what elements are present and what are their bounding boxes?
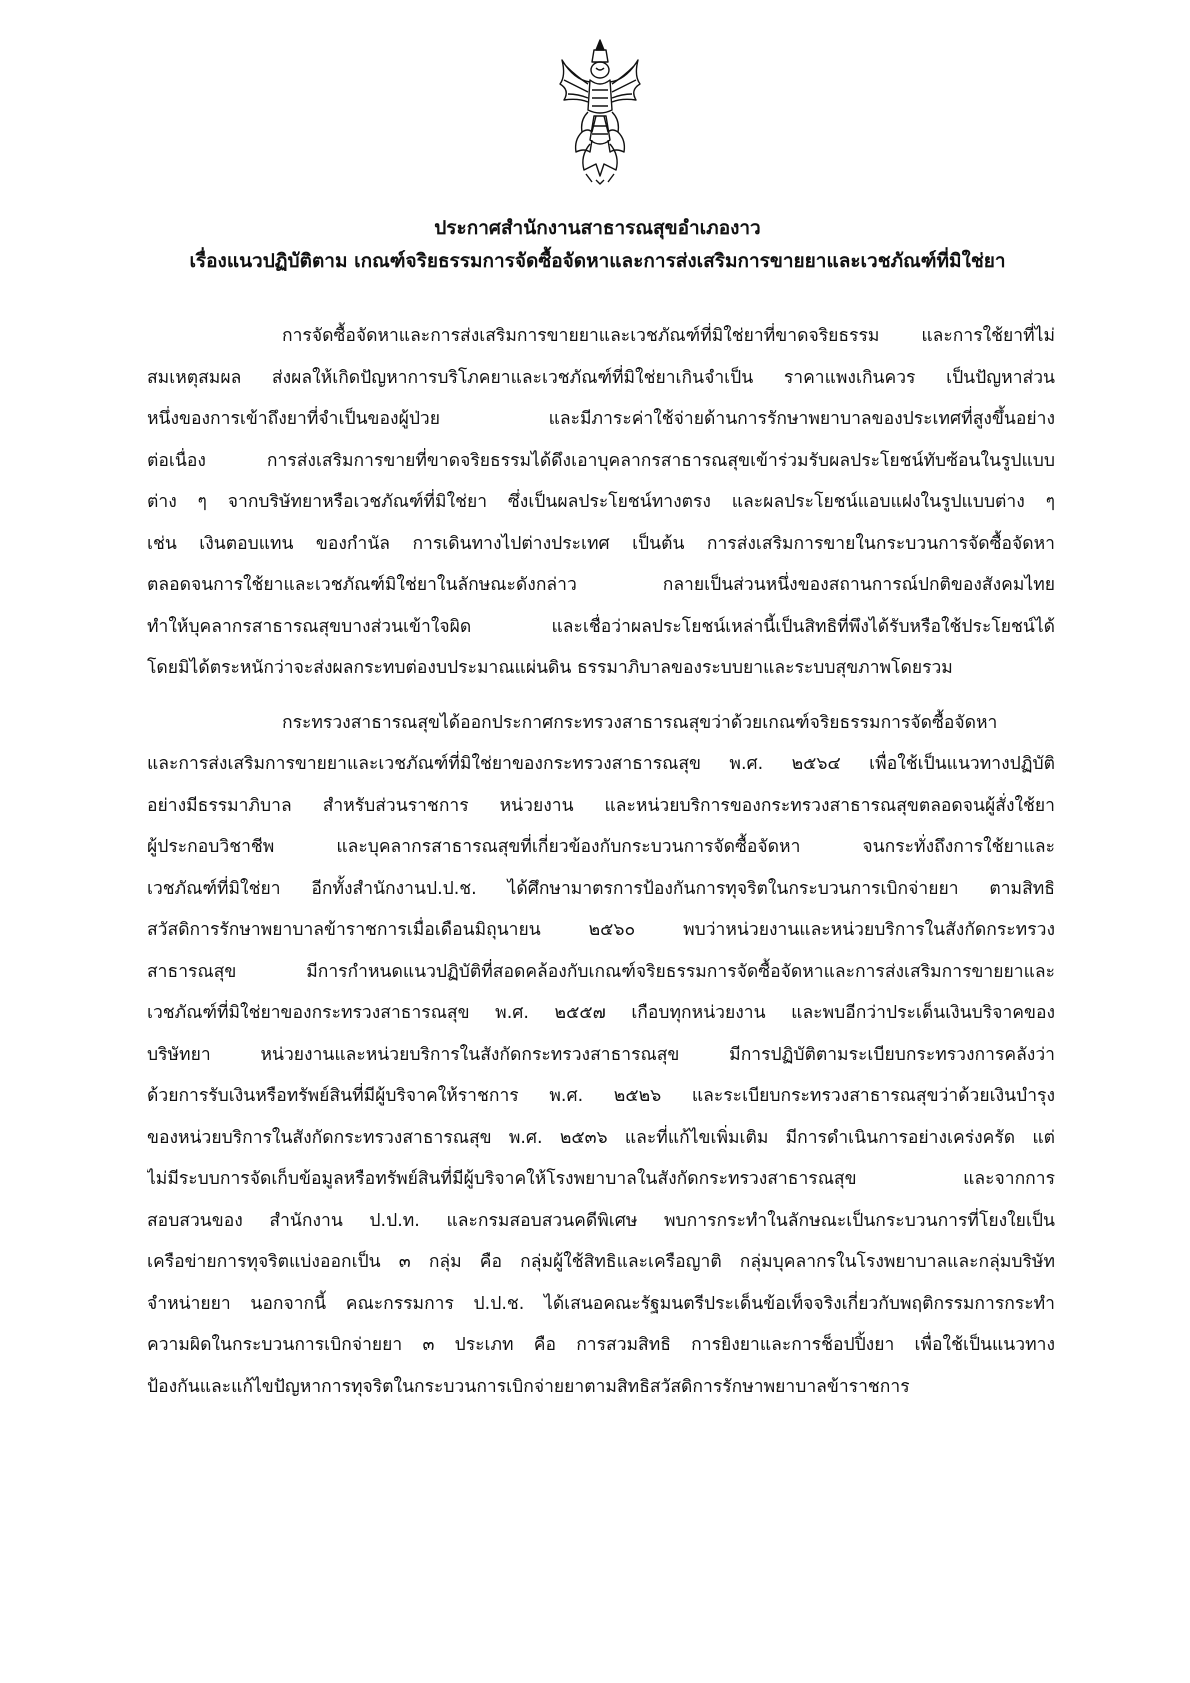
text-line: จำหน่ายยา นอกจากนี้ คณะกรรมการ ป.ป.ช. ได้เสนอคณะรัฐมนตรีประเด็นข้อเท็จจริงเกี่ยวกับพฤติกรรมการกระทำ: [147, 1293, 1055, 1314]
text-line: กระทรวงสาธารณสุขได้ออกประกาศกระทรวงสาธารณสุขว่าด้วยเกณฑ์จริยธรรมการจัดซื้อจัดหา: [282, 712, 998, 733]
text-line: เครือข่ายการทุจริตแบ่งออกเป็น ๓ กลุ่ม คือ กลุ่มผู้ใช้สิทธิและเครือญาติ กลุ่มบุคลากรในโรงพยาบาลและกลุ่มบริษัท: [147, 1252, 1055, 1272]
text-line: ป้องกันและแก้ไขปัญหาการทุจริตในกระบวนการเบิกจ่ายยาตามสิทธิสวัสดิการรักษาพยาบาลข้าราชการ: [147, 1376, 910, 1397]
text-line: ของหน่วยบริการในสังกัดกระทรวงสาธารณสุข พ.ศ. ๒๕๓๖ และที่แก้ไขเพิ่มเติม มีการดำเนินการอย่างเคร่งครัด แต่: [147, 1127, 1055, 1148]
paragraph-2: [147, 703, 1055, 1409]
text-line: สวัสดิการรักษาพยาบาลข้าราชการเมื่อเดือนมิถุนายน ๒๕๖๐ พบว่าหน่วยงานและหน่วยบริการในสังกัดกระทรวง: [147, 920, 1055, 940]
text-line: เช่น เงินตอบแทน ของกำนัล การเดินทางไปต่างประเทศ เป็นต้น การส่งเสริมการขายในกระบวนการจัดซื้อจัดหา: [147, 533, 1055, 554]
text-line: ต่าง ๆ จากบริษัทยาหรือเวชภัณฑ์ที่มิใช่ยา ซึ่งเป็นผลประโยชน์ทางตรง และผลประโยชน์แอบแฝงในรูปแบบต่าง ๆ: [147, 492, 1055, 512]
text-line: และการส่งเสริมการขายยาและเวชภัณฑ์ที่มิใช่ยาของกระทรวงสาธารณสุข พ.ศ. ๒๕๖๔ เพื่อใช้เป็นแนวทางปฏิบัติ: [147, 754, 1055, 774]
paragraph-1: [147, 316, 1055, 690]
text-line: ผู้ประกอบวิชาชีพ และบุคลากรสาธารณสุขที่เกี่ยวข้องกับกระบวนการจัดซื้อจัดหา จนกระทั่งถึงการใช้ยาและ: [147, 837, 1055, 857]
text-line: บริษัทยา หน่วยงานและหน่วยบริการในสังกัดกระทรวงสาธารณสุข มีการปฏิบัติตามระเบียบกระทรวงการคลังว่า: [147, 1044, 1055, 1065]
garuda-emblem-icon: [556, 36, 644, 186]
text-line: ด้วยการรับเงินหรือทรัพย์สินที่มีผู้บริจาคให้ราชการ พ.ศ. ๒๕๒๖ และระเบียบกระทรวงสาธารณสุขว่าด้วยเงินบำรุง: [147, 1086, 1055, 1106]
title-line-2: เรื่องแนวปฏิบัติตาม เกณฑ์จริยธรรมการจัดซื้อจัดหาและการส่งเสริมการขายยาและเวชภัณฑ์ที่มิใช่ยา: [189, 250, 1006, 272]
text-line: โดยมิได้ตระหนักว่าจะส่งผลกระทบต่องบประมาณแผ่นดิน ธรรมาภิบาลของระบบยาและระบบสุขภาพโดยรวม: [147, 658, 953, 678]
text-line: สอบสวนของ สำนักงาน ป.ป.ท. และกรมสอบสวนคดีพิเศษ พบการกระทำในลักษณะเป็นกระบวนการที่โยงใยเป็น: [147, 1210, 1055, 1231]
text-line: ตลอดจนการใช้ยาและเวชภัณฑ์มิใช่ยาในลักษณะดังกล่าว กลายเป็นส่วนหนึ่งของสถานการณ์ปกติของสังคมไทย: [147, 575, 1055, 595]
text-line: สาธารณสุข มีการกำหนดแนวปฏิบัติที่สอดคล้องกับเกณฑ์จริยธรรมการจัดซื้อจัดหาและการส่งเสริมการขายยาและ: [147, 961, 1055, 982]
text-line: เวชภัณฑ์ที่มิใช่ยาของกระทรวงสาธารณสุข พ.ศ. ๒๕๕๗ เกือบทุกหน่วยงาน และพบอีกว่าประเด็นเงินบริจาคของ: [147, 1003, 1055, 1023]
text-line: ทำให้บุคลากรสาธารณสุขบางส่วนเข้าใจผิด และเชื่อว่าผลประโยชน์เหล่านี้เป็นสิทธิที่พึงได้รับหรือใช้ประโยชน์ได้: [147, 616, 1055, 637]
text-line: หนึ่งของการเข้าถึงยาที่จำเป็นของผู้ป่วย และมีภาระค่าใช้จ่ายด้านการรักษาพยาบาลของประเทศที่สูงขึ้นอย่าง: [147, 409, 1055, 429]
text-line: อย่างมีธรรมาภิบาล สำหรับส่วนราชการ หน่วยงาน และหน่วยบริการของกระทรวงสาธารณสุขตลอดจนผู้สั่งใช้ยา: [147, 795, 1055, 816]
text-line: สมเหตุสมผล ส่งผลให้เกิดปัญหาการบริโภคยาและเวชภัณฑ์ที่มิใช่ยาเกินจำเป็น ราคาแพงเกินควร เป็นปัญหาส่วน: [147, 367, 1055, 388]
text-line: ไม่มีระบบการจัดเก็บข้อมูลหรือทรัพย์สินที่มีผู้บริจาคให้โรงพยาบาลในสังกัดกระทรวงสาธารณสุข และจากการ: [147, 1169, 1055, 1189]
text-line: ความผิดในกระบวนการเบิกจ่ายยา ๓ ประเภท คือ การสวมสิทธิ การยิงยาและการช็อปปิ้งยา เพื่อใช้เป็นแนวทาง: [147, 1335, 1055, 1355]
text-line: การจัดซื้อจัดหาและการส่งเสริมการขายยาและเวชภัณฑ์ที่มิใช่ยาที่ขาดจริยธรรม และการใช้ยาที่ไม่: [282, 326, 1055, 346]
title-line-1: ประกาศสำนักงานสาธารณสุขอำเภองาว: [434, 217, 761, 239]
text-line: เวชภัณฑ์ที่มิใช่ยา อีกทั้งสำนักงานป.ป.ช. ได้ศึกษามาตรการป้องกันการทุจริตในกระบวนการเบิกจ่ายยา ตามสิทธิ: [147, 878, 1055, 899]
text-line: ต่อเนื่อง การส่งเสริมการขายที่ขาดจริยธรรมได้ดึงเอาบุคลากรสาธารณสุขเข้าร่วมรับผลประโยชน์ทับซ้อนในรูปแบบ: [147, 450, 1055, 471]
document-body: [147, 316, 1055, 1421]
document-title: [140, 212, 1055, 278]
